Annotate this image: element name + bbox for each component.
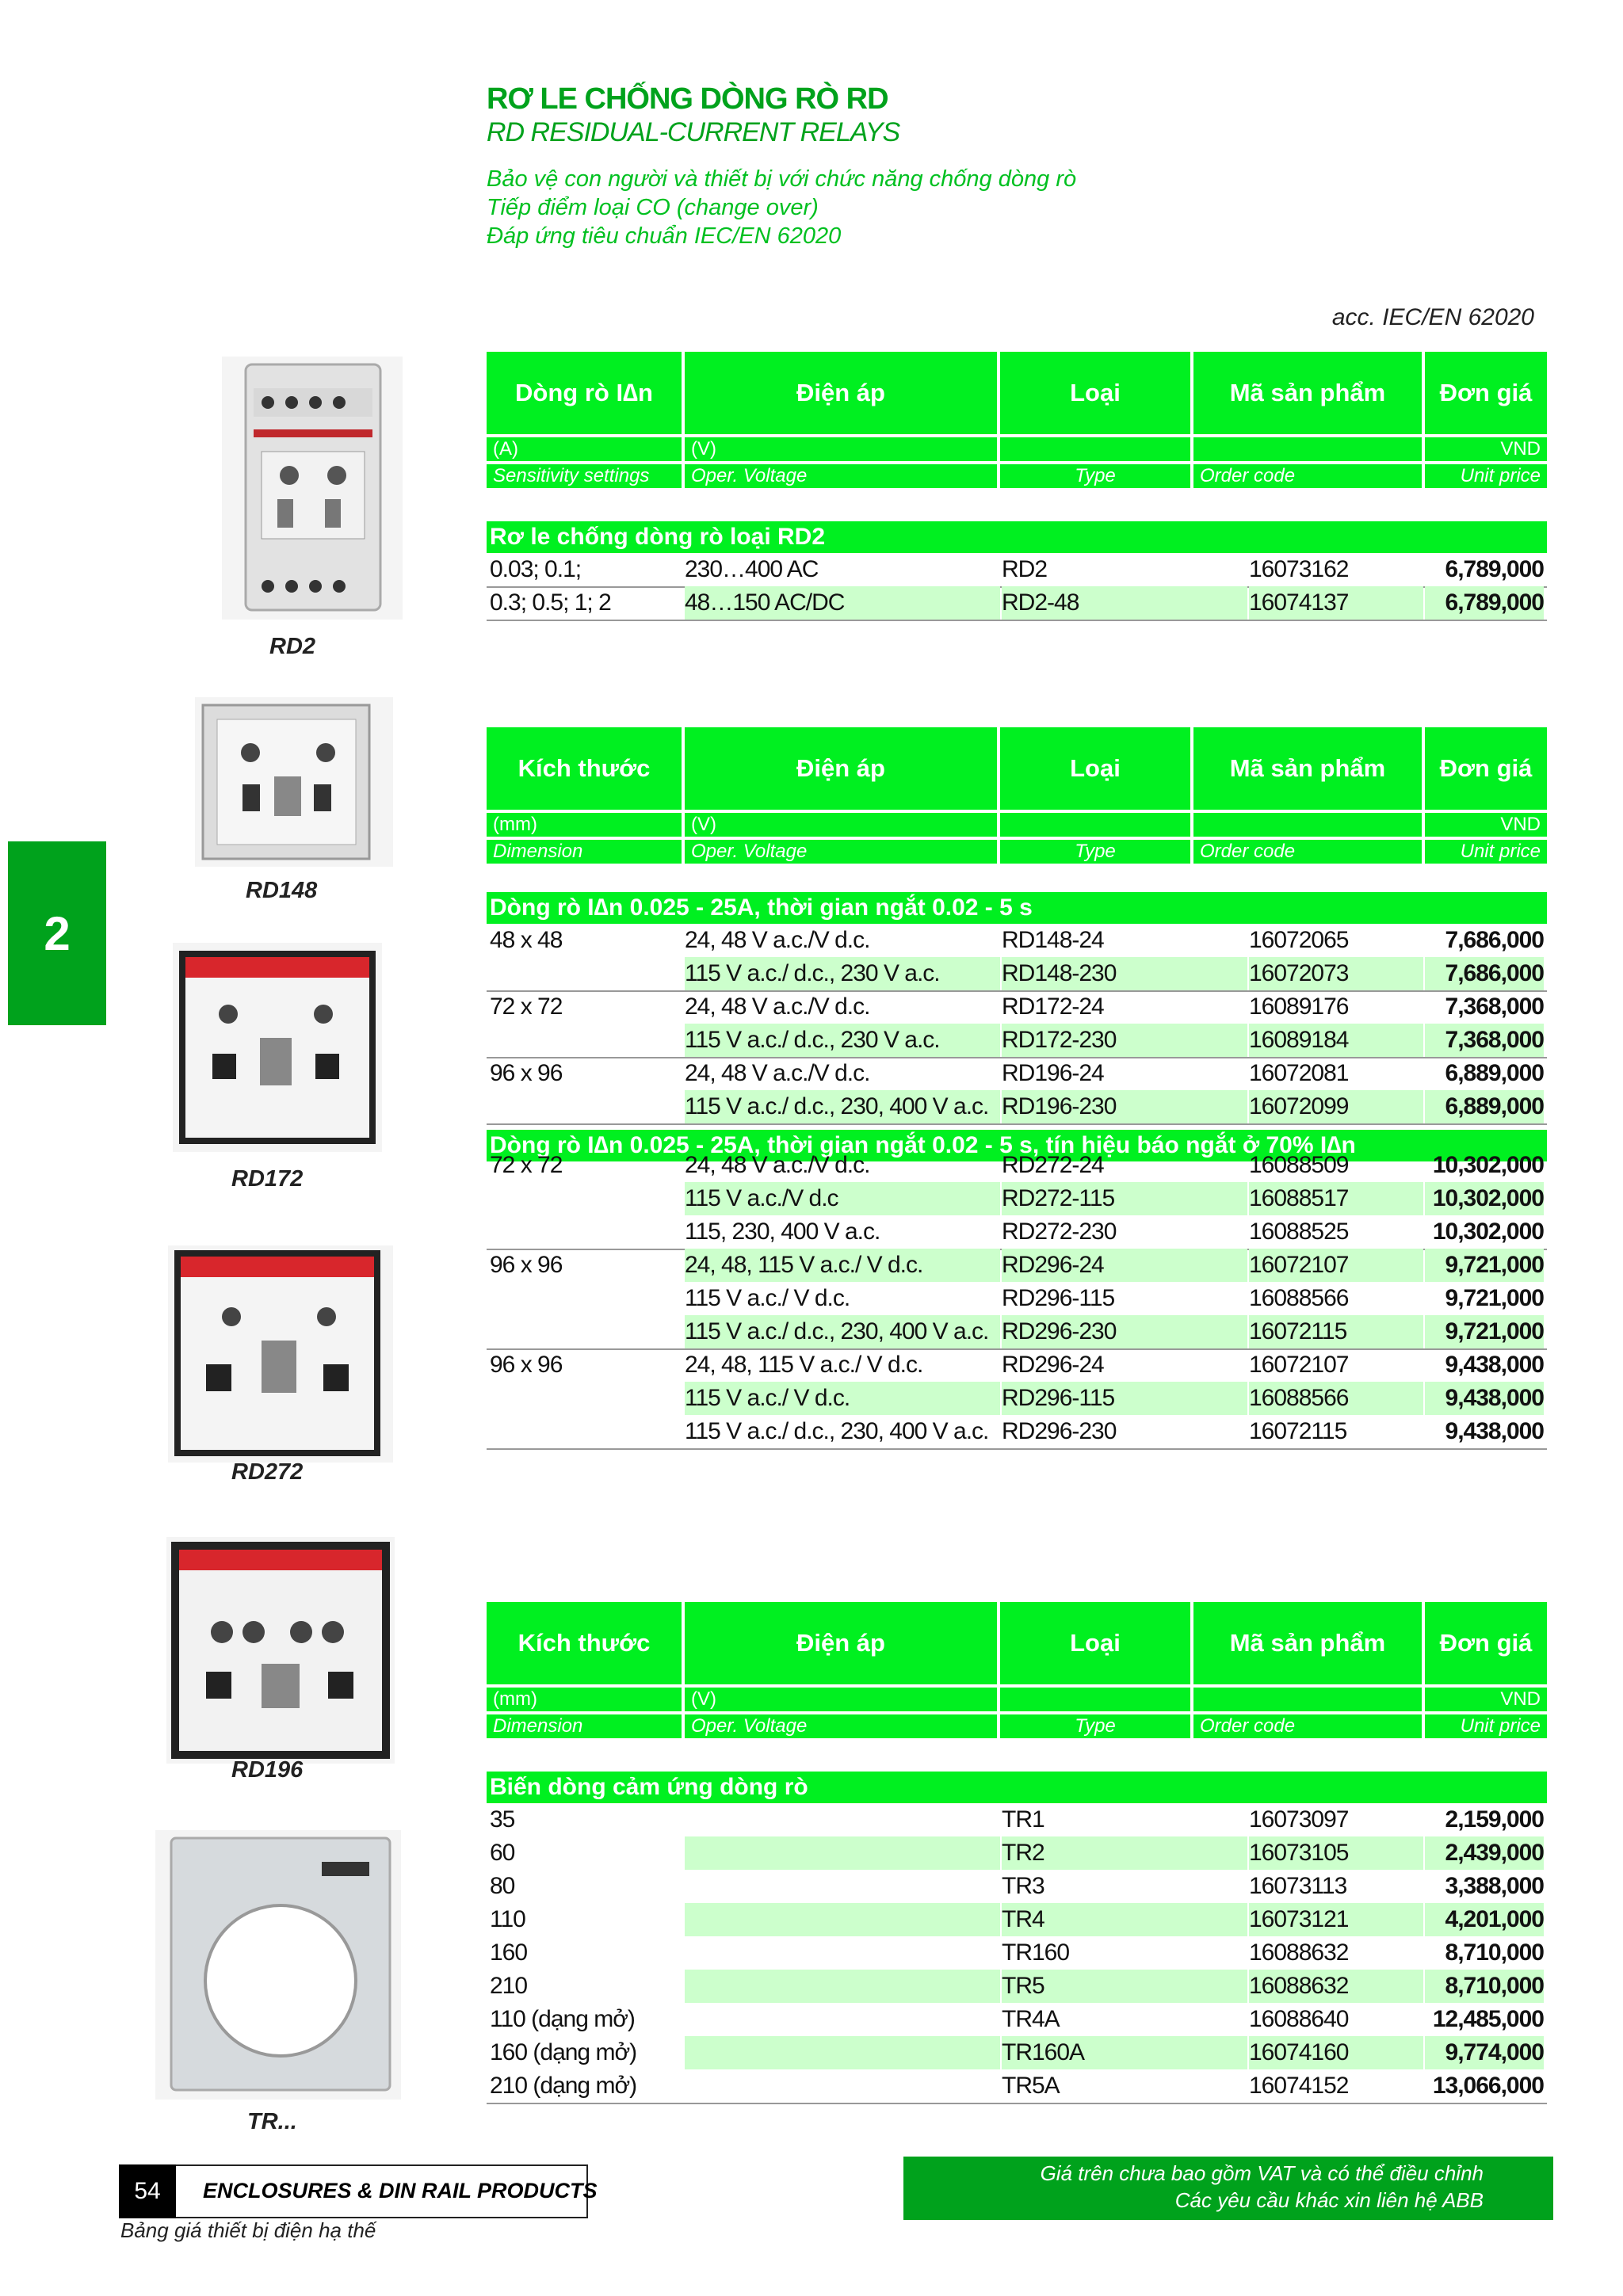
type-cell: TR160 bbox=[1002, 1939, 1070, 1966]
tr-image bbox=[155, 1830, 401, 2100]
tr-caption: TR... bbox=[247, 2109, 297, 2134]
type-cell: RD296-115 bbox=[1002, 1382, 1247, 1415]
table-row bbox=[487, 1970, 1547, 2003]
price-cell: 9,774,000 bbox=[1425, 2036, 1544, 2069]
table-row bbox=[487, 1348, 1547, 1382]
header-cell: Mã sản phẩm bbox=[1193, 352, 1422, 434]
table-row bbox=[487, 1215, 1547, 1249]
order-code-cell: 16088640 bbox=[1249, 2006, 1349, 2032]
price-cell: 12,485,000 bbox=[1432, 2006, 1544, 2032]
table-row bbox=[487, 2069, 1547, 2103]
order-code-cell: 16072073 bbox=[1249, 957, 1423, 990]
unit-cell: (mm) bbox=[487, 1688, 682, 1711]
price-cell: 6,889,000 bbox=[1425, 1090, 1544, 1123]
voltage-cell bbox=[685, 2069, 1000, 2103]
dimension-cell: 110 (dạng mở) bbox=[490, 2006, 635, 2032]
table-row bbox=[487, 1415, 1547, 1448]
voltage-cell: 115 V a.c./ V d.c. bbox=[685, 1285, 850, 1311]
table-row bbox=[487, 957, 1547, 990]
type-cell: RD296-115 bbox=[1002, 1285, 1115, 1311]
rd272-caption: RD272 bbox=[231, 1459, 304, 1485]
dimension-cell: 0.03; 0.1; bbox=[490, 556, 582, 582]
rd272-image bbox=[168, 1245, 393, 1463]
voltage-cell: 115, 230, 400 V a.c. bbox=[685, 1219, 880, 1245]
header-cell: Điện áp bbox=[685, 727, 997, 810]
sub-header-cell: Oper. Voltage bbox=[685, 1714, 997, 1738]
dimension-cell: 210 bbox=[490, 1973, 528, 1999]
table-row bbox=[487, 2036, 1547, 2069]
intro-line: Tiếp điểm loại CO (change over) bbox=[487, 195, 819, 220]
price-cell: 7,686,000 bbox=[1445, 927, 1544, 953]
table-row bbox=[487, 1024, 1547, 1057]
header-cell: Mã sản phẩm bbox=[1193, 1602, 1422, 1684]
table-row bbox=[487, 1936, 1547, 1970]
dimension-cell: 35 bbox=[490, 1806, 515, 1833]
type-cell: TR4 bbox=[1002, 1903, 1247, 1936]
table-row bbox=[487, 1182, 1547, 1215]
order-code-cell: 16088566 bbox=[1249, 1382, 1423, 1415]
sub-header-cell: Unit price bbox=[1425, 1714, 1547, 1738]
dimension-cell: 110 bbox=[490, 1906, 525, 1932]
voltage-cell bbox=[685, 1803, 1000, 1836]
row-divider bbox=[487, 1123, 1547, 1125]
type-cell: RD148-24 bbox=[1002, 927, 1104, 953]
sub-header-cell: Type bbox=[1000, 1714, 1190, 1738]
table-row bbox=[487, 1057, 1547, 1090]
table-row bbox=[487, 1836, 1547, 1870]
unit-cell: (V) bbox=[685, 437, 997, 461]
tr-table bbox=[487, 1602, 1547, 2099]
table-row bbox=[487, 1090, 1547, 1123]
price-cell: 2,439,000 bbox=[1425, 1836, 1544, 1870]
row-divider bbox=[487, 1448, 1547, 1450]
row-divider bbox=[487, 2103, 1547, 2104]
voltage-cell bbox=[685, 1870, 1000, 1903]
price-cell: 4,201,000 bbox=[1425, 1903, 1544, 1936]
type-cell: TR5 bbox=[1002, 1970, 1247, 2003]
footer-section-title: ENCLOSURES & DIN RAIL PRODUCTS bbox=[203, 2179, 598, 2203]
footer-caption: Bảng giá thiết bị điện hạ thế bbox=[120, 2218, 376, 2242]
dimension-cell: 96 x 96 bbox=[490, 1060, 563, 1086]
header-cell: Kích thước bbox=[487, 727, 682, 810]
voltage-cell: 24, 48 V a.c./V d.c. bbox=[685, 927, 870, 953]
voltage-cell bbox=[685, 1903, 1000, 1936]
unit-cell: VND bbox=[1425, 437, 1547, 461]
dimension-cell bbox=[490, 1090, 680, 1123]
order-code-cell: 16074160 bbox=[1249, 2036, 1423, 2069]
dimension-cell: 80 bbox=[490, 1873, 515, 1899]
unit-cell: (V) bbox=[685, 1688, 997, 1711]
dimension-cell bbox=[490, 1315, 680, 1348]
price-cell: 9,438,000 bbox=[1445, 1352, 1544, 1378]
price-cell: 8,710,000 bbox=[1425, 1970, 1544, 2003]
sub-header-cell: Type bbox=[1000, 464, 1190, 488]
type-cell: RD296-230 bbox=[1002, 1418, 1117, 1444]
price-cell: 3,388,000 bbox=[1445, 1873, 1544, 1899]
voltage-cell: 24, 48 V a.c./V d.c. bbox=[685, 1152, 870, 1178]
page-subtitle: RD RESIDUAL-CURRENT RELAYS bbox=[487, 117, 900, 147]
type-cell: RD148-230 bbox=[1002, 957, 1247, 990]
price-cell: 7,368,000 bbox=[1445, 994, 1544, 1020]
type-cell: RD196-230 bbox=[1002, 1090, 1247, 1123]
rd2-caption: RD2 bbox=[269, 634, 316, 659]
rd196-image bbox=[166, 1537, 395, 1764]
dimension-cell: 60 bbox=[490, 1840, 515, 1866]
table-header bbox=[487, 352, 1547, 488]
sub-header-cell: Oper. Voltage bbox=[685, 464, 997, 488]
tr-drawing bbox=[155, 1830, 401, 2100]
dimension-cell: 96 x 96 bbox=[490, 1352, 563, 1378]
header-cell: Dòng rò I∆n bbox=[487, 352, 682, 434]
sub-header-cell: Order code bbox=[1193, 464, 1422, 488]
voltage-cell: 230…400 AC bbox=[685, 556, 819, 582]
type-cell: RD296-230 bbox=[1002, 1315, 1247, 1348]
voltage-cell bbox=[685, 2036, 1000, 2069]
order-code-cell: 16072099 bbox=[1249, 1090, 1423, 1123]
rd172-drawing bbox=[173, 943, 382, 1152]
unit-cell bbox=[1193, 437, 1422, 461]
order-code-cell: 16073121 bbox=[1249, 1903, 1423, 1936]
section-heading: Dòng rò I∆n 0.025 - 25A, thời gian ngắt 0.02 - 5 s bbox=[487, 892, 1547, 924]
rd272-drawing bbox=[168, 1245, 393, 1463]
header-cell: Đơn giá bbox=[1425, 727, 1547, 810]
price-cell: 7,686,000 bbox=[1425, 957, 1544, 990]
header-cell: Loại bbox=[1000, 1602, 1190, 1684]
price-cell: 10,302,000 bbox=[1432, 1219, 1544, 1245]
table-row bbox=[487, 1282, 1547, 1315]
price-cell: 9,438,000 bbox=[1445, 1418, 1544, 1444]
order-code-cell: 16072107 bbox=[1249, 1249, 1423, 1282]
voltage-cell: 24, 48, 115 V a.c./ V d.c. bbox=[685, 1249, 1000, 1282]
standard-label: acc. IEC/EN 62020 bbox=[1331, 304, 1534, 330]
order-code-cell: 16072115 bbox=[1249, 1315, 1423, 1348]
unit-cell: (V) bbox=[685, 813, 997, 837]
sub-header-cell: Unit price bbox=[1425, 840, 1547, 864]
order-code-cell: 16088517 bbox=[1249, 1182, 1423, 1215]
voltage-cell bbox=[685, 1836, 1000, 1870]
type-cell: RD272-115 bbox=[1002, 1182, 1247, 1215]
header-cell: Đơn giá bbox=[1425, 352, 1547, 434]
price-cell: 8,710,000 bbox=[1445, 1939, 1544, 1966]
type-cell: RD272-24 bbox=[1002, 1152, 1104, 1178]
table-header bbox=[487, 727, 1547, 864]
unit-cell: VND bbox=[1425, 813, 1547, 837]
table-row bbox=[487, 1903, 1547, 1936]
unit-cell bbox=[1193, 813, 1422, 837]
price-cell: 6,789,000 bbox=[1425, 586, 1544, 620]
intro-text bbox=[487, 165, 1076, 250]
voltage-cell: 24, 48 V a.c./V d.c. bbox=[685, 994, 870, 1020]
rd148-caption: RD148 bbox=[246, 878, 318, 903]
type-cell: RD272-230 bbox=[1002, 1219, 1117, 1245]
order-code-cell: 16074152 bbox=[1249, 2073, 1349, 2099]
table-row bbox=[487, 1149, 1547, 1182]
price-cell: 10,302,000 bbox=[1425, 1182, 1544, 1215]
table-row bbox=[487, 586, 1547, 620]
sub-header-cell: Order code bbox=[1193, 840, 1422, 864]
table-row bbox=[487, 1803, 1547, 1836]
dimension-cell bbox=[490, 1182, 680, 1215]
price-cell: 13,066,000 bbox=[1432, 2073, 1544, 2099]
header-cell: Mã sản phẩm bbox=[1193, 727, 1422, 810]
type-cell: TR5A bbox=[1002, 2073, 1060, 2099]
voltage-cell: 48…150 AC/DC bbox=[685, 586, 1000, 620]
rd148-image bbox=[195, 697, 393, 867]
dimension-cell bbox=[490, 1215, 680, 1249]
table-row bbox=[487, 990, 1547, 1024]
section-heading: Dòng rò I∆n 0.025 - 25A, thời gian ngắt 0.02 - 5 s, tín hiệu báo ngắt ở 70% I∆n bbox=[487, 1130, 1547, 1161]
price-cell: 9,721,000 bbox=[1445, 1285, 1544, 1311]
sub-header-cell: Dimension bbox=[487, 1714, 682, 1738]
price-cell: 9,721,000 bbox=[1425, 1315, 1544, 1348]
voltage-cell: 115 V a.c./ d.c., 230, 400 V a.c. bbox=[685, 1315, 1000, 1348]
voltage-cell: 115 V a.c./ d.c., 230, 400 V a.c. bbox=[685, 1418, 989, 1444]
type-cell: RD172-24 bbox=[1002, 994, 1104, 1020]
voltage-cell bbox=[685, 2003, 1000, 2036]
dimension-cell: 72 x 72 bbox=[490, 1152, 563, 1178]
unit-cell: VND bbox=[1425, 1688, 1547, 1711]
table-row bbox=[487, 553, 1547, 586]
order-code-cell: 16072065 bbox=[1249, 927, 1349, 953]
rd2-image bbox=[222, 357, 403, 620]
order-code-cell: 16088525 bbox=[1249, 1219, 1349, 1245]
dimension-cell bbox=[490, 1282, 680, 1315]
dimension-cell bbox=[490, 957, 680, 990]
section-heading: Biến dòng cảm ứng dòng rò bbox=[487, 1772, 1547, 1803]
order-code-cell: 16088632 bbox=[1249, 1939, 1349, 1966]
unit-cell: (mm) bbox=[487, 813, 682, 837]
voltage-cell: 24, 48 V a.c./V d.c. bbox=[685, 1060, 870, 1086]
header-cell: Điện áp bbox=[685, 352, 997, 434]
sub-header-cell: Type bbox=[1000, 840, 1190, 864]
footer-note-contact: Các yêu cầu khác xin liên hệ ABB bbox=[1174, 2188, 1484, 2212]
dimension-cell: 96 x 96 bbox=[490, 1252, 563, 1278]
rd2-drawing bbox=[222, 357, 403, 620]
price-cell: 7,368,000 bbox=[1425, 1024, 1544, 1057]
type-cell: RD2 bbox=[1002, 556, 1048, 582]
rd196-drawing bbox=[166, 1537, 395, 1764]
order-code-cell: 16088632 bbox=[1249, 1970, 1423, 2003]
dimension-cell: 48 x 48 bbox=[490, 927, 563, 953]
rd172-image bbox=[173, 943, 382, 1152]
rd172-caption: RD172 bbox=[231, 1166, 304, 1192]
order-code-cell: 16073105 bbox=[1249, 1836, 1423, 1870]
type-cell: RD172-230 bbox=[1002, 1024, 1247, 1057]
type-cell: TR4A bbox=[1002, 2006, 1060, 2032]
sub-header-cell: Oper. Voltage bbox=[685, 840, 997, 864]
dimension-cell: 0.3; 0.5; 1; 2 bbox=[490, 589, 611, 616]
dimension-cell: 160 bbox=[490, 1939, 528, 1966]
rd-panel-table bbox=[487, 727, 1547, 1444]
price-cell: 10,302,000 bbox=[1432, 1152, 1544, 1178]
order-code-cell: 16089184 bbox=[1249, 1024, 1423, 1057]
rd2-table bbox=[487, 352, 1547, 616]
type-cell: TR3 bbox=[1002, 1873, 1044, 1899]
sub-header-cell: Order code bbox=[1193, 1714, 1422, 1738]
price-cell: 6,889,000 bbox=[1445, 1060, 1544, 1086]
voltage-cell: 115 V a.c./ d.c., 230 V a.c. bbox=[685, 1024, 1000, 1057]
dimension-cell bbox=[490, 1415, 680, 1448]
voltage-cell: 115 V a.c./ d.c., 230 V a.c. bbox=[685, 957, 1000, 990]
price-cell: 9,438,000 bbox=[1425, 1382, 1544, 1415]
table-row bbox=[487, 1249, 1547, 1282]
type-cell: RD2-48 bbox=[1002, 586, 1247, 620]
dimension-cell: 72 x 72 bbox=[490, 994, 563, 1020]
unit-cell bbox=[1000, 1688, 1190, 1711]
page-number: 54 bbox=[119, 2164, 176, 2218]
dimension-cell bbox=[490, 1382, 680, 1415]
header-cell: Đơn giá bbox=[1425, 1602, 1547, 1684]
voltage-cell: 115 V a.c./ d.c., 230, 400 V a.c. bbox=[685, 1090, 1000, 1123]
type-cell: RD196-24 bbox=[1002, 1060, 1104, 1086]
price-cell: 9,721,000 bbox=[1425, 1249, 1544, 1282]
order-code-cell: 16072107 bbox=[1249, 1352, 1349, 1378]
order-code-cell: 16089176 bbox=[1249, 994, 1349, 1020]
order-code-cell: 16073162 bbox=[1249, 556, 1349, 582]
voltage-cell: 115 V a.c./ V d.c. bbox=[685, 1382, 1000, 1415]
table-row bbox=[487, 1870, 1547, 1903]
sub-header-cell: Unit price bbox=[1425, 464, 1547, 488]
rd148-drawing bbox=[195, 697, 393, 867]
price-cell: 6,789,000 bbox=[1445, 556, 1544, 582]
footer-note-vat: Giá trên chưa bao gồm VAT và có thể điều chỉnh bbox=[1040, 2161, 1484, 2185]
sub-header-cell: Sensitivity settings bbox=[487, 464, 682, 488]
table-row bbox=[487, 1382, 1547, 1415]
price-cell: 2,159,000 bbox=[1445, 1806, 1544, 1833]
voltage-cell: 115 V a.c./V d.c bbox=[685, 1182, 1000, 1215]
unit-cell: (A) bbox=[487, 437, 682, 461]
voltage-cell bbox=[685, 1936, 1000, 1970]
dimension-cell: 160 (dạng mở) bbox=[490, 2039, 637, 2065]
header-cell: Loại bbox=[1000, 727, 1190, 810]
page-title: RƠ LE CHỐNG DÒNG RÒ RD bbox=[487, 82, 888, 116]
dimension-cell bbox=[490, 1024, 680, 1057]
type-cell: RD296-24 bbox=[1002, 1352, 1104, 1378]
order-code-cell: 16073097 bbox=[1249, 1806, 1349, 1833]
header-cell: Điện áp bbox=[685, 1602, 997, 1684]
type-cell: TR1 bbox=[1002, 1806, 1044, 1833]
unit-cell bbox=[1000, 437, 1190, 461]
rd196-caption: RD196 bbox=[231, 1757, 304, 1783]
voltage-cell: 24, 48, 115 V a.c./ V d.c. bbox=[685, 1352, 923, 1378]
order-code-cell: 16074137 bbox=[1249, 586, 1423, 620]
order-code-cell: 16072115 bbox=[1249, 1418, 1347, 1444]
row-divider bbox=[487, 620, 1547, 621]
order-code-cell: 16088509 bbox=[1249, 1152, 1349, 1178]
table-row bbox=[487, 2003, 1547, 2036]
table-header bbox=[487, 1602, 1547, 1738]
voltage-cell bbox=[685, 1970, 1000, 2003]
sub-header-cell: Dimension bbox=[487, 840, 682, 864]
section-heading: Rơ le chống dòng rò loại RD2 bbox=[487, 521, 1547, 553]
header-cell: Loại bbox=[1000, 352, 1190, 434]
footer-note-box bbox=[903, 2157, 1553, 2220]
table-row bbox=[487, 1315, 1547, 1348]
table-row bbox=[487, 924, 1547, 957]
intro-line: Bảo vệ con người và thiết bị với chức năng chống dòng rò bbox=[487, 166, 1077, 192]
type-cell: TR160A bbox=[1002, 2036, 1247, 2069]
dimension-cell: 210 (dạng mở) bbox=[490, 2073, 637, 2099]
type-cell: TR2 bbox=[1002, 1836, 1247, 1870]
chapter-tab: 2 bbox=[8, 841, 106, 1025]
order-code-cell: 16072081 bbox=[1249, 1060, 1349, 1086]
order-code-cell: 16073113 bbox=[1249, 1873, 1347, 1899]
order-code-cell: 16088566 bbox=[1249, 1285, 1349, 1311]
header-cell: Kích thước bbox=[487, 1602, 682, 1684]
unit-cell bbox=[1193, 1688, 1422, 1711]
intro-line: Đáp ứng tiêu chuẩn IEC/EN 62020 bbox=[487, 223, 842, 249]
type-cell: RD296-24 bbox=[1002, 1249, 1247, 1282]
unit-cell bbox=[1000, 813, 1190, 837]
